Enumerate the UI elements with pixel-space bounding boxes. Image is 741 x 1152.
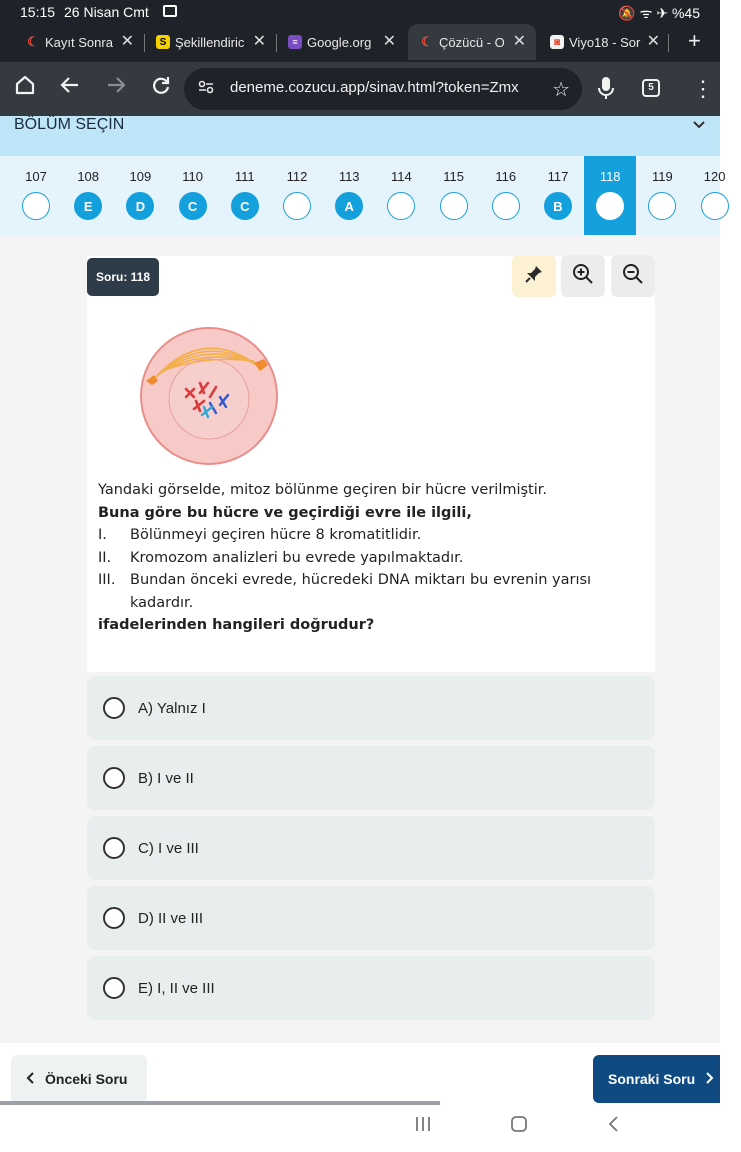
question-nav-item-107[interactable] <box>10 156 62 235</box>
browser-tab-1[interactable] <box>26 24 134 60</box>
microphone-icon[interactable] <box>598 76 614 107</box>
statement-numeral: I. <box>98 527 107 543</box>
question-nav-number: 116 <box>495 169 517 184</box>
question-nav-number: 115 <box>443 169 464 184</box>
question-nav-answer[interactable]: B <box>544 192 572 220</box>
question-nav-item-108[interactable] <box>62 156 114 235</box>
statement-3 <box>98 569 638 614</box>
question-nav-answer[interactable] <box>648 192 676 220</box>
tab-label: Çözücü - O <box>439 34 505 50</box>
question-nav-number: 114 <box>391 169 412 184</box>
forward-arrow-icon[interactable] <box>106 74 126 103</box>
back-arrow-icon[interactable] <box>60 74 80 103</box>
question-nav-item-113[interactable] <box>323 156 375 235</box>
statement-text: Bölünmeyi geçiren hücre 8 kromatitlidir. <box>130 527 422 543</box>
tab-switcher-button[interactable]: 5 <box>642 79 660 97</box>
option-label: D) II ve III <box>138 909 204 927</box>
question-closing: ifadelerinden hangileri doğrudur? <box>98 617 375 633</box>
bookmark-star-icon[interactable]: ☆ <box>552 79 570 101</box>
question-nav-item-118[interactable] <box>584 156 636 235</box>
question-nav-item-116[interactable] <box>480 156 532 235</box>
footer-nav <box>0 1043 720 1103</box>
question-nav-item-109[interactable] <box>114 156 166 235</box>
close-tab-icon[interactable]: ✕ <box>646 33 660 50</box>
forms-icon: ≡ <box>288 35 302 49</box>
previous-question-label: Önceki Soru <box>45 1071 128 1087</box>
option-label: C) I ve III <box>138 839 199 857</box>
close-tab-icon[interactable]: ✕ <box>252 33 266 50</box>
pin-icon <box>524 264 544 289</box>
zoom-in-icon <box>572 263 594 290</box>
tab-label: Şekillendiric <box>175 34 245 50</box>
question-nav-answer[interactable] <box>22 192 50 220</box>
option-label: A) Yalnız I <box>138 699 206 717</box>
question-nav-item-114[interactable] <box>375 156 427 235</box>
recent-apps-icon[interactable] <box>414 1115 432 1139</box>
question-nav-item-120[interactable] <box>689 156 741 235</box>
question-nav-answer[interactable] <box>701 192 729 220</box>
zoom-in-button[interactable] <box>561 255 605 297</box>
question-nav-number: 117 <box>547 169 569 184</box>
question-nav-number: 111 <box>234 169 255 184</box>
cozucu-icon: ☾ <box>421 34 433 49</box>
question-prompt: Buna göre bu hücre ve geçirdiği evre ile ilgili, <box>98 504 472 521</box>
close-tab-icon[interactable]: ✕ <box>382 33 396 50</box>
tab-divider <box>668 34 669 52</box>
more-menu-icon[interactable]: ⋮ <box>692 76 714 101</box>
browser-tab-2[interactable] <box>156 24 266 60</box>
new-tab-icon[interactable]: + <box>688 28 701 53</box>
option-a[interactable] <box>87 676 655 740</box>
browser-tab-3[interactable] <box>288 24 396 60</box>
statement-numeral: III. <box>98 572 116 588</box>
cozucu-icon: ☾ <box>27 34 39 49</box>
question-nav-item-119[interactable] <box>636 156 688 235</box>
close-tab-icon[interactable]: ✕ <box>512 33 526 50</box>
question-nav-number: 120 <box>703 169 726 184</box>
question-nav-number: 112 <box>286 169 308 184</box>
android-nav-bar <box>0 1105 720 1152</box>
question-nav-answer[interactable] <box>492 192 520 220</box>
question-nav-item-111[interactable] <box>219 156 271 235</box>
question-nav-answer[interactable] <box>440 192 468 220</box>
browser-toolbar <box>0 62 720 116</box>
option-label: B) I ve II <box>138 769 194 787</box>
next-question-label: Sonraki Soru <box>608 1071 696 1087</box>
previous-question-button[interactable] <box>11 1055 147 1103</box>
zoom-out-button[interactable] <box>611 255 655 297</box>
option-d[interactable] <box>87 886 655 950</box>
question-nav-answer[interactable]: E <box>74 192 102 220</box>
radio-button[interactable] <box>103 767 125 789</box>
chevron-right-icon <box>705 1071 715 1087</box>
tab-label: Viyo18 - Sor <box>569 34 641 50</box>
browser-tab-4-active[interactable] <box>408 24 536 60</box>
mitosis-cell-image <box>138 325 280 467</box>
question-number-badge: Soru: 118 <box>87 258 159 296</box>
status-indicators: 🔕 ᯤ ✈ %45 <box>618 5 700 21</box>
question-nav-answer[interactable]: A <box>335 192 363 220</box>
tab-label: Kayıt Sonra <box>45 34 113 50</box>
section-selector[interactable] <box>0 116 720 156</box>
statement-numeral: II. <box>98 549 112 566</box>
home-icon[interactable] <box>14 74 36 103</box>
statement-text: Bundan önceki evrede, hücredeki DNA miktarı bu evrenin yarısı kadardır. <box>130 572 592 611</box>
status-time: 15:15 <box>20 4 56 20</box>
question-nav-number: 109 <box>129 169 152 184</box>
question-nav-number: 110 <box>182 169 203 184</box>
question-nav-number: 108 <box>77 169 100 184</box>
question-nav-answer[interactable]: D <box>126 192 154 220</box>
statement-text: Kromozom analizleri bu evrede yapılmaktadır. <box>130 549 464 566</box>
question-nav-item-117[interactable] <box>532 156 584 235</box>
address-bar[interactable] <box>184 68 582 110</box>
question-nav-item-110[interactable] <box>167 156 219 235</box>
s-icon: S <box>156 35 170 49</box>
question-nav-answer[interactable] <box>283 192 311 220</box>
question-stem: Yandaki görselde, mitoz bölünme geçiren bir hücre verilmiştir. <box>98 482 548 498</box>
option-c[interactable] <box>87 816 655 880</box>
radio-button[interactable] <box>103 697 125 719</box>
tab-strip <box>0 24 720 62</box>
radio-button[interactable] <box>103 977 125 999</box>
question-nav-item-115[interactable] <box>428 156 480 235</box>
option-e[interactable] <box>87 956 655 1020</box>
question-nav-number: 119 <box>652 169 673 184</box>
option-label: E) I, II ve III <box>138 979 215 997</box>
close-tab-icon[interactable]: ✕ <box>120 33 134 50</box>
tab-divider <box>144 34 145 52</box>
url-text: deneme.cozucu.app/sinav.html?token=Zmx <box>230 79 519 96</box>
next-question-button[interactable] <box>593 1055 720 1103</box>
status-bar <box>0 0 720 24</box>
radio-button[interactable] <box>103 907 125 929</box>
question-navigator <box>0 156 726 235</box>
question-nav-answer[interactable] <box>596 192 624 220</box>
question-nav-number: 118 <box>599 169 621 184</box>
question-nav-number: 107 <box>25 169 47 184</box>
reload-icon[interactable] <box>150 74 172 103</box>
statement-2 <box>98 547 638 570</box>
gallery-notification-icon <box>163 5 177 17</box>
pin-button[interactable] <box>512 255 556 297</box>
zoom-out-icon <box>622 263 644 290</box>
chevron-left-icon <box>25 1071 35 1087</box>
question-nav-number: 113 <box>338 169 360 184</box>
chevron-down-icon <box>692 118 706 135</box>
tab-label: Google.org <box>307 34 372 50</box>
question-text <box>98 479 638 637</box>
tab-divider <box>276 34 277 52</box>
statement-1 <box>98 524 638 547</box>
back-button-icon[interactable] <box>606 1115 620 1139</box>
question-nav-item-112[interactable] <box>271 156 323 235</box>
question-nav-answer[interactable] <box>387 192 415 220</box>
site-settings-icon[interactable] <box>198 79 214 98</box>
section-title: BÖLÜM SEÇİN <box>14 116 125 133</box>
browser-tab-5[interactable] <box>550 24 660 60</box>
status-date: 26 Nisan Cmt <box>64 4 149 20</box>
home-button-icon[interactable] <box>510 1115 528 1139</box>
radio-button[interactable] <box>103 837 125 859</box>
option-b[interactable] <box>87 746 655 810</box>
question-nav-answer[interactable]: C <box>179 192 207 220</box>
viyo-icon: ◙ <box>550 35 564 49</box>
question-nav-answer[interactable]: C <box>231 192 259 220</box>
